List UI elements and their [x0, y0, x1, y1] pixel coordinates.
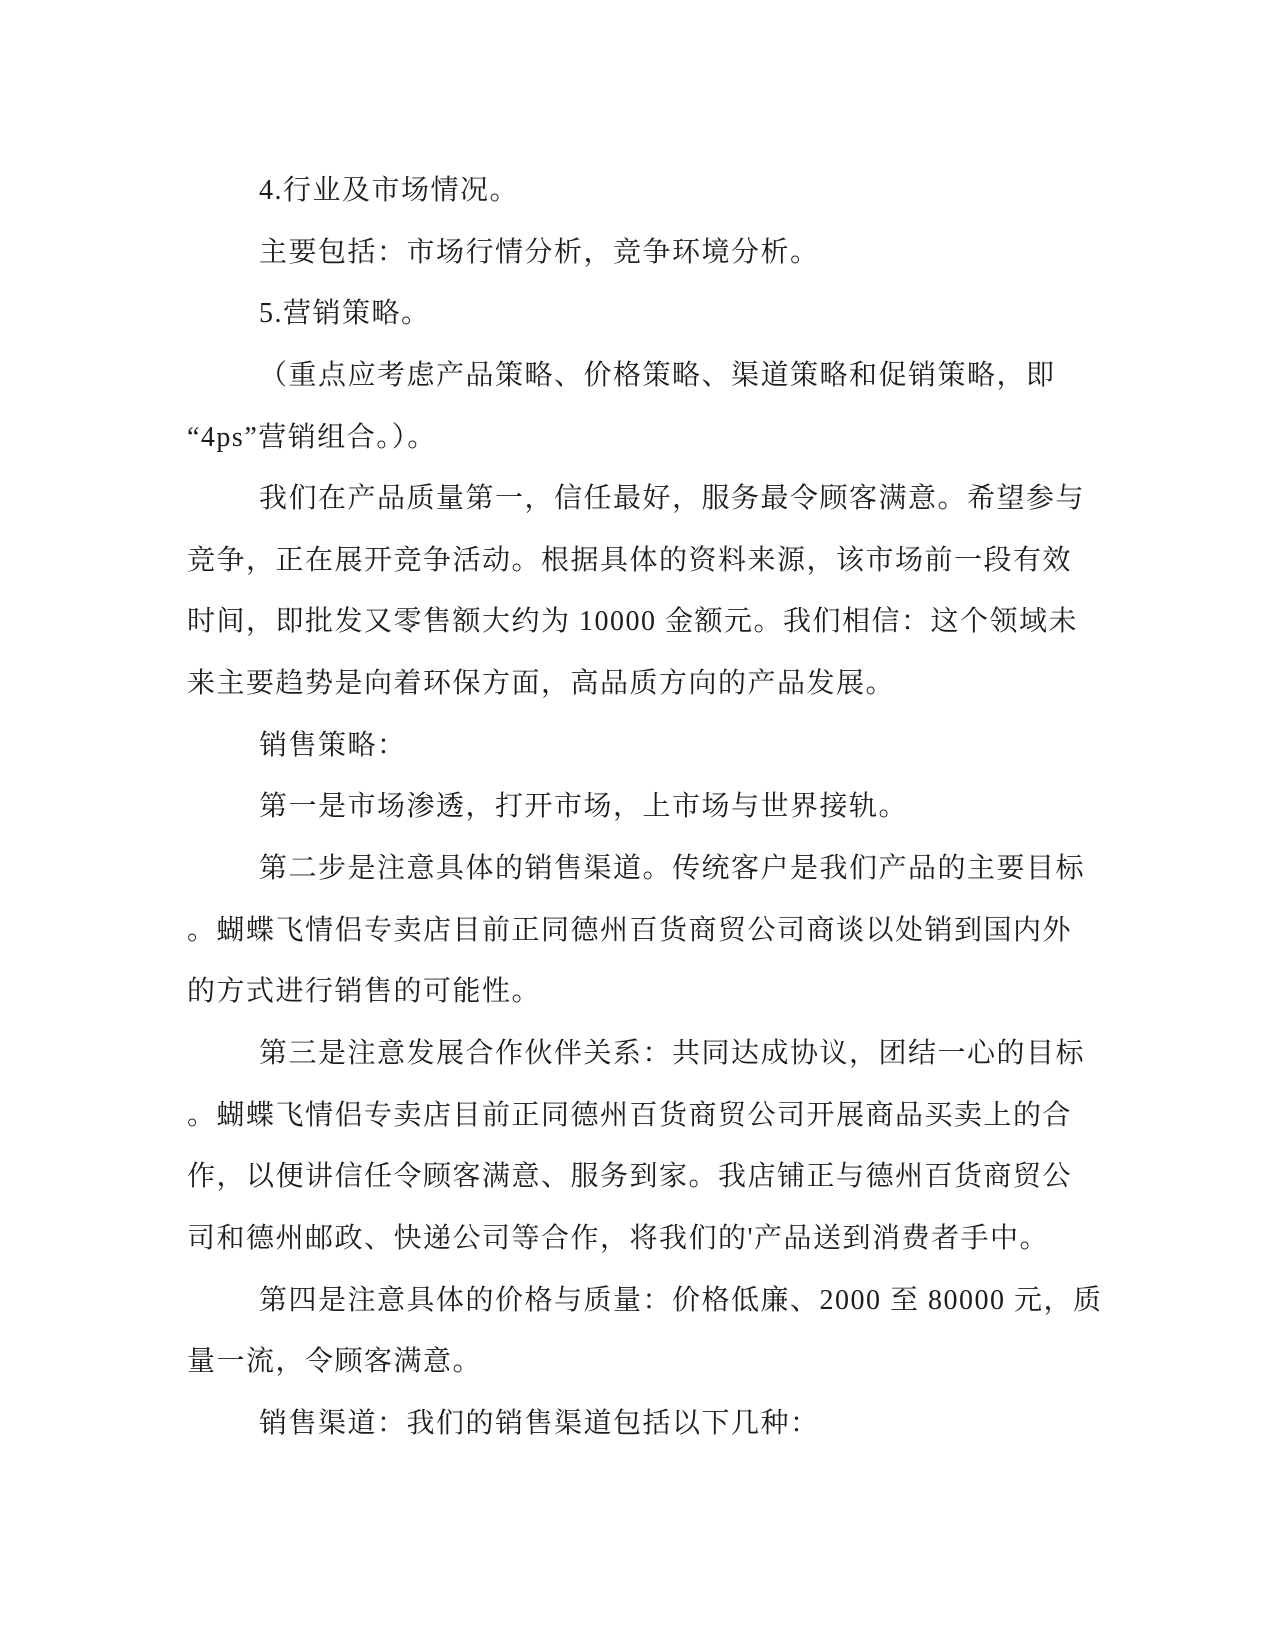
text-line: 来主要趋势是向着环保方面，高品质方向的产品发展。 [187, 668, 896, 700]
text-line: 作，以便讲信任令顾客满意、服务到家。我店铺正与德州百货商贸公 [187, 1161, 1073, 1193]
text-line: 司和德州邮政、快递公司等合作，将我们的'产品送到消费者手中。 [187, 1222, 1050, 1254]
text-line: 。蝴蝶飞情侣专卖店目前正同德州百货商贸公司商谈以处销到国内外 [187, 914, 1073, 946]
text-line-heading-4: 4.行业及市场情况。 [259, 175, 520, 206]
text-line: 第二步是注意具体的销售渠道。传统客户是我们产品的主要目标 [259, 853, 1086, 885]
text-line: 量一流，令顾客满意。 [187, 1346, 483, 1378]
text-line: 主要包括：市场行情分析，竞争环境分析。 [259, 236, 820, 268]
text-line: 时间，即批发又零售额大约为 10000 金额元。我们相信：这个领域未 [187, 606, 1079, 638]
text-line: （重点应考虑产品策略、价格策略、渠道策略和促销策略，即 [259, 359, 1056, 391]
text-line: 第一是市场渗透，打开市场，上市场与世界接轨。 [259, 791, 909, 823]
text-line: 销售渠道：我们的销售渠道包括以下几种： [259, 1407, 820, 1439]
text-line-heading-5: 5.营销策略。 [259, 298, 431, 330]
text-line: 第四是注意具体的价格与质量：价格低廉、2000 至 80000 元，质 [259, 1284, 1103, 1316]
document-text-block [187, 160, 1107, 1454]
text-line: 销售策略： [259, 729, 407, 761]
text-line: 竞争，正在展开竞争活动。根据具体的资料来源，该市场前一段有效 [187, 544, 1073, 576]
text-line: 我们在产品质量第一，信任最好，服务最令顾客满意。希望参与 [259, 483, 1086, 515]
text-line: 第三是注意发展合作伙伴关系：共同达成协议，团结一心的目标 [259, 1037, 1086, 1069]
text-line: 。蝴蝶飞情侣专卖店目前正同德州百货商贸公司开展商品买卖上的合 [187, 1099, 1073, 1131]
text-line: “4ps”营销组合。）。 [187, 421, 437, 453]
text-line: 的方式进行销售的可能性。 [187, 976, 542, 1008]
